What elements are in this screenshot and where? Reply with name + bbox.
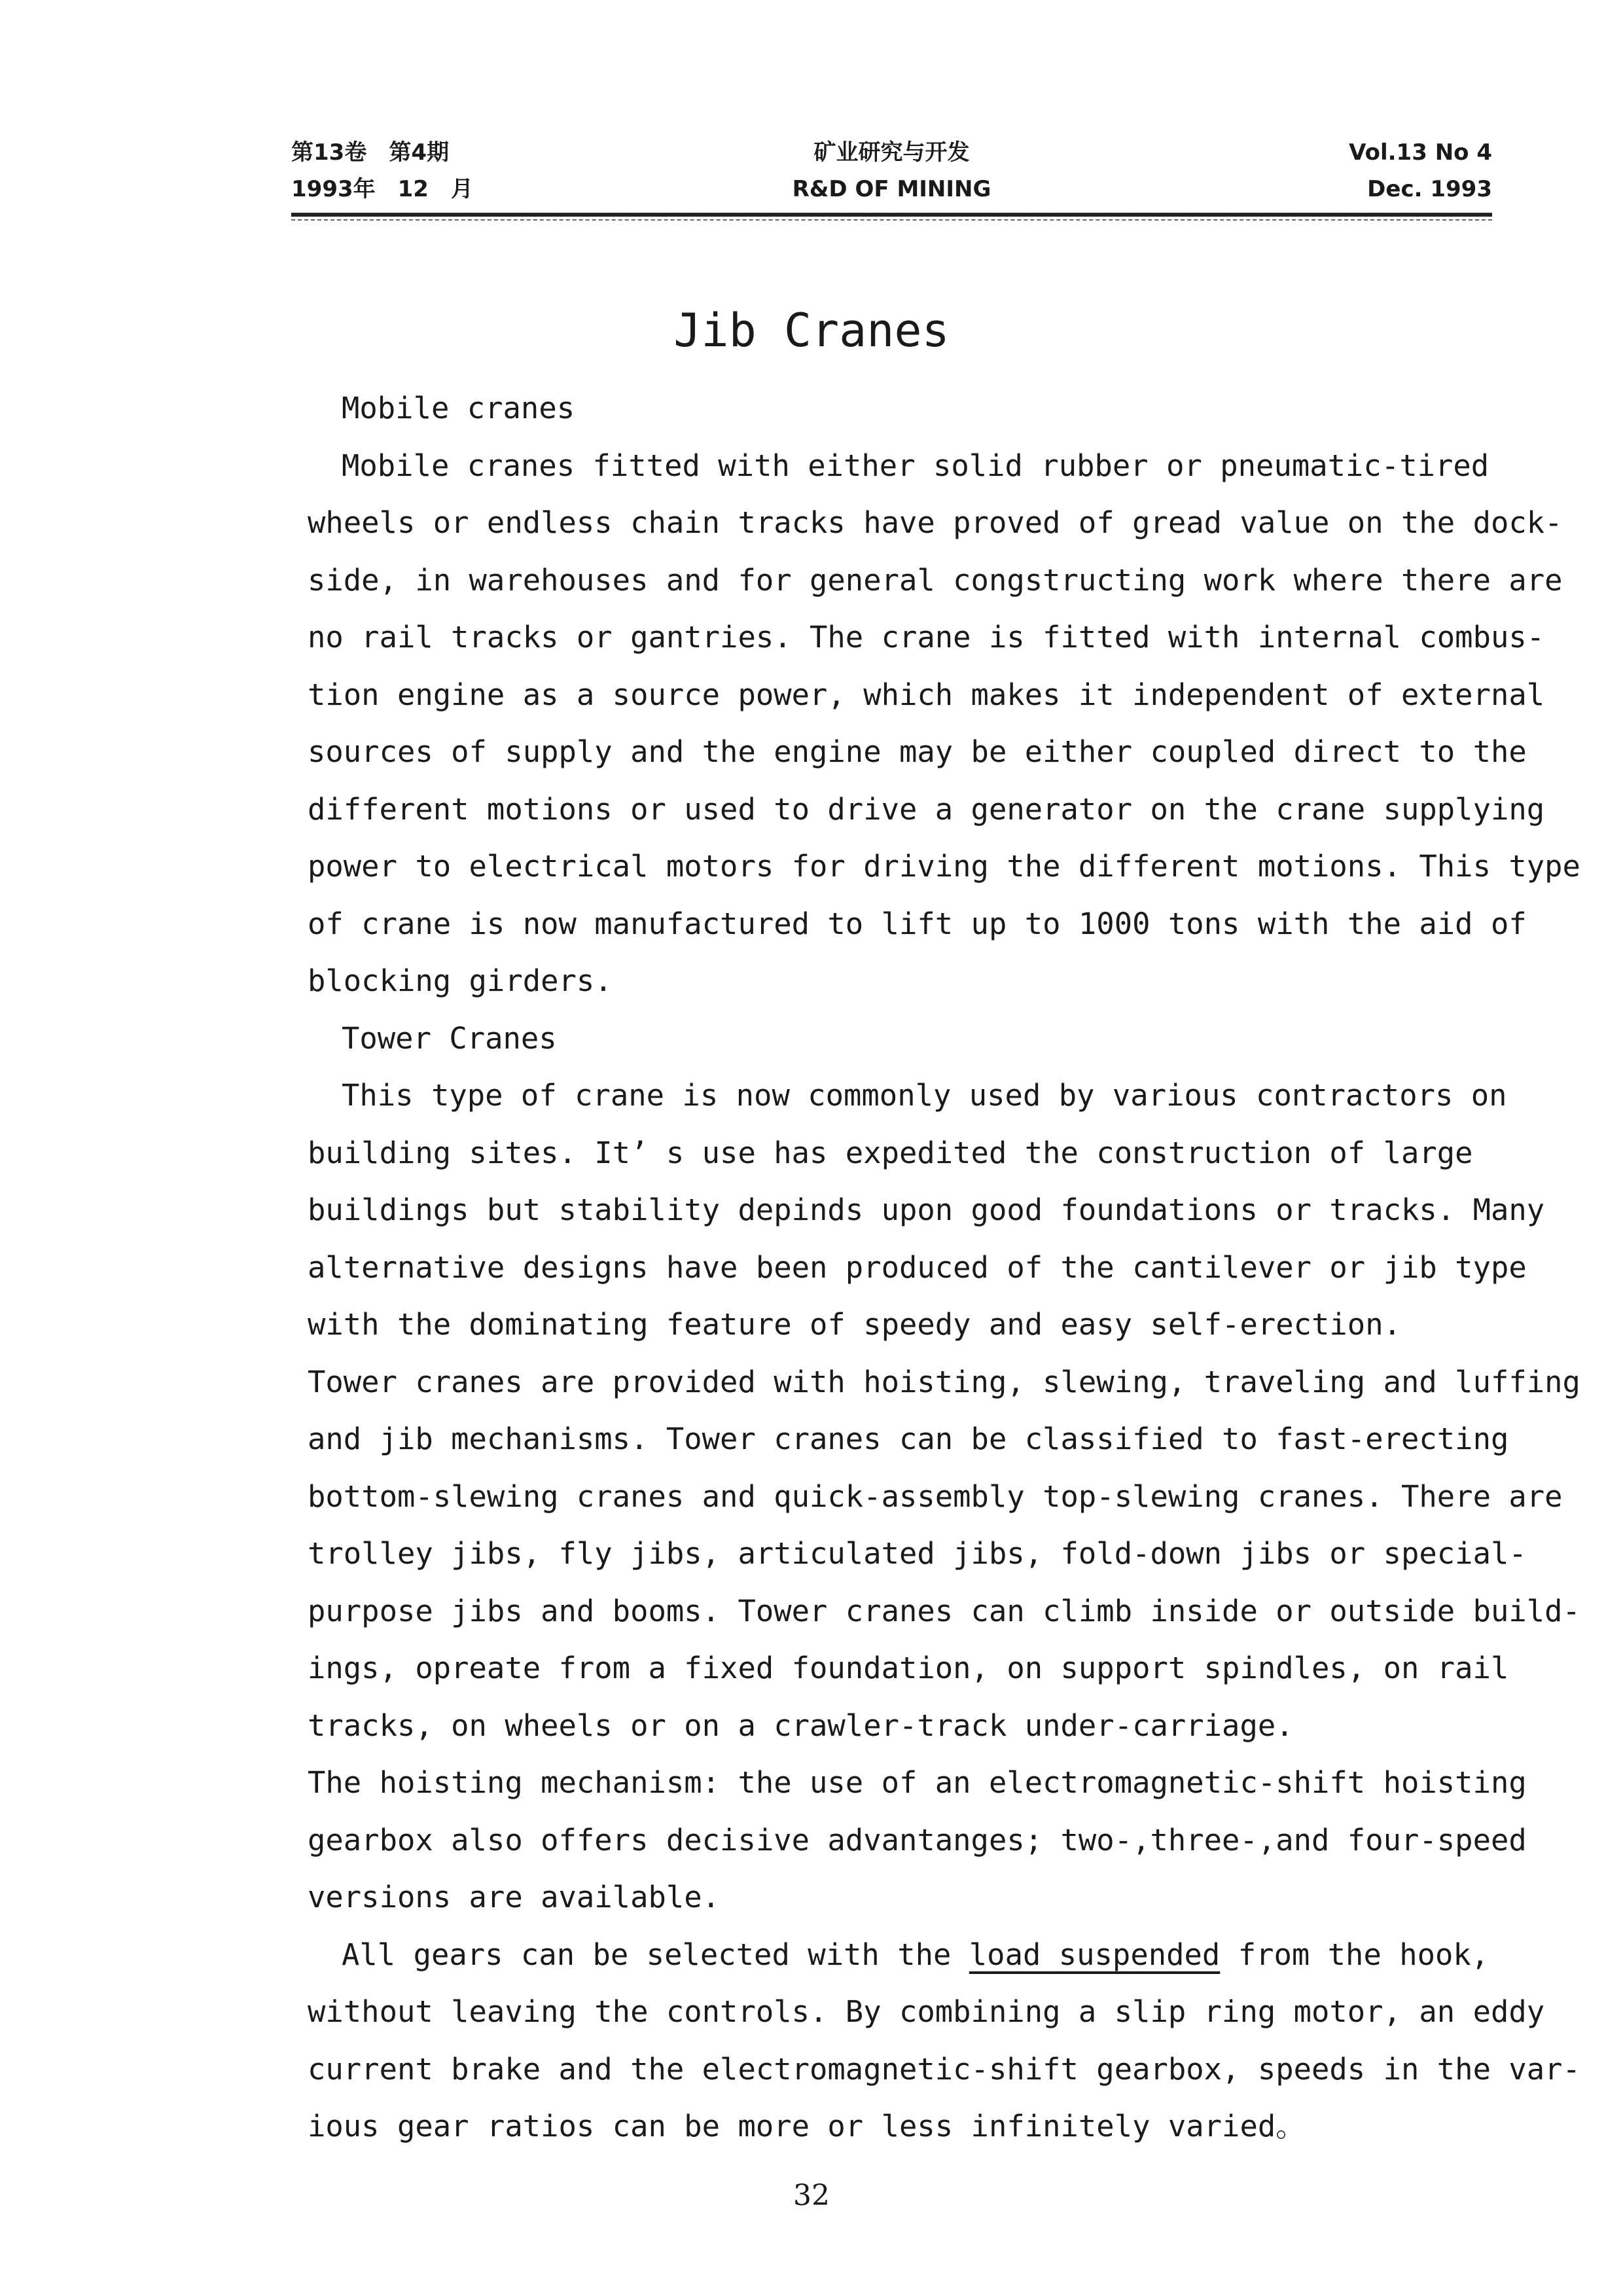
volume-issue-line: 第13卷 第4期 bbox=[291, 139, 449, 166]
body-line: current brake and the electromagnetic-shift gearbox, speeds in the var- bbox=[308, 2051, 1580, 2087]
section-heading-mobile-cranes: Mobile cranes bbox=[342, 391, 575, 425]
body-line: different motions or used to drive a generator on the crane supplying bbox=[308, 791, 1545, 827]
volume-issue-en bbox=[1349, 134, 1492, 207]
body-line: with the dominating feature of speedy and easy self-erection. bbox=[308, 1307, 1401, 1342]
body-line: Mobile cranes fitted with either solid rubber or pneumatic-tired bbox=[342, 448, 1489, 483]
body-line: trolley jibs, fly jibs, articulated jibs, fold-down jibs or special- bbox=[308, 1536, 1527, 1571]
body-line: This type of crane is now commonly used by various contractors on bbox=[342, 1078, 1507, 1113]
body-line: ings, opreate from a fixed foundation, on support spindles, on rail bbox=[308, 1651, 1509, 1685]
body-line: buildings but stability depinds upon good foundations or tracks. Many bbox=[308, 1193, 1545, 1227]
header-rule bbox=[291, 213, 1492, 217]
body-line: no rail tracks or gantries. The crane is fitted with internal combus- bbox=[308, 620, 1545, 655]
body-line: tion engine as a source power, which makes it independent of external bbox=[308, 677, 1545, 712]
body-line: gearbox also offers decisive advantanges; two-,three-,and four-speed bbox=[308, 1822, 1527, 1857]
body-line: of crane is now manufactured to lift up to 1000 tons with the aid of bbox=[308, 906, 1527, 941]
body-line: without leaving the controls. By combining a slip ring motor, an eddy bbox=[308, 1994, 1545, 2029]
body-line: wheels or endless chain tracks have proved of gread value on the dock- bbox=[308, 505, 1563, 540]
page-number: 32 bbox=[793, 2179, 830, 2212]
body-line: building sites. It’ s use has expedited the construction of large bbox=[308, 1135, 1473, 1170]
journal-header bbox=[291, 134, 1492, 213]
body-line: purpose jibs and booms. Tower cranes can climb inside or outside build- bbox=[308, 1593, 1580, 1628]
date-line-cn: 1993年 12 月 bbox=[291, 176, 473, 202]
body-line: and jib mechanisms. Tower cranes can be classified to fast-erecting bbox=[308, 1422, 1509, 1456]
body-line: blocking girders. bbox=[308, 963, 613, 998]
body-line: sources of supply and the engine may be either coupled direct to the bbox=[308, 734, 1527, 769]
section-heading-tower-cranes: Tower Cranes bbox=[342, 1020, 557, 1056]
underlined-phrase: load suspended bbox=[969, 1937, 1221, 1972]
text-fragment: All gears can be selected with the bbox=[342, 1937, 969, 1972]
body-line: The hoisting mechanism: the use of an electromagnetic-shift hoisting bbox=[308, 1765, 1527, 1800]
body-line: alternative designs have been produced of the cantilever or jib type bbox=[308, 1249, 1527, 1285]
journal-name-en: R&D OF MINING bbox=[792, 176, 991, 202]
body-line: tracks, on wheels or on a crawler-track under-carriage. bbox=[308, 1708, 1294, 1743]
journal-name bbox=[291, 134, 1492, 207]
body-line: ious gear ratios can be more or less infinitely varied。 bbox=[308, 2109, 1306, 2144]
date-line-en: Dec. 1993 bbox=[1367, 176, 1492, 202]
body-line-with-underline bbox=[308, 1926, 1489, 1984]
body-line: power to electrical motors for driving the different motions. This type bbox=[308, 849, 1580, 884]
body-line: side, in warehouses and for general congstructing work where there are bbox=[308, 562, 1563, 598]
body-line: versions are available. bbox=[308, 1880, 721, 1914]
body-line: bottom-slewing cranes and quick-assembly top-slewing cranes. There are bbox=[308, 1479, 1563, 1514]
body-line: Tower cranes are provided with hoisting, slewing, traveling and luffing bbox=[308, 1364, 1580, 1399]
journal-name-cn: 矿业研究与开发 bbox=[813, 139, 970, 166]
volume-line-en: Vol.13 No 4 bbox=[1349, 139, 1492, 166]
text-fragment: from the hook, bbox=[1220, 1937, 1489, 1972]
article-title: Jib Cranes bbox=[673, 304, 950, 357]
article-body bbox=[308, 380, 1580, 2155]
header-rule-secondary bbox=[291, 219, 1492, 221]
